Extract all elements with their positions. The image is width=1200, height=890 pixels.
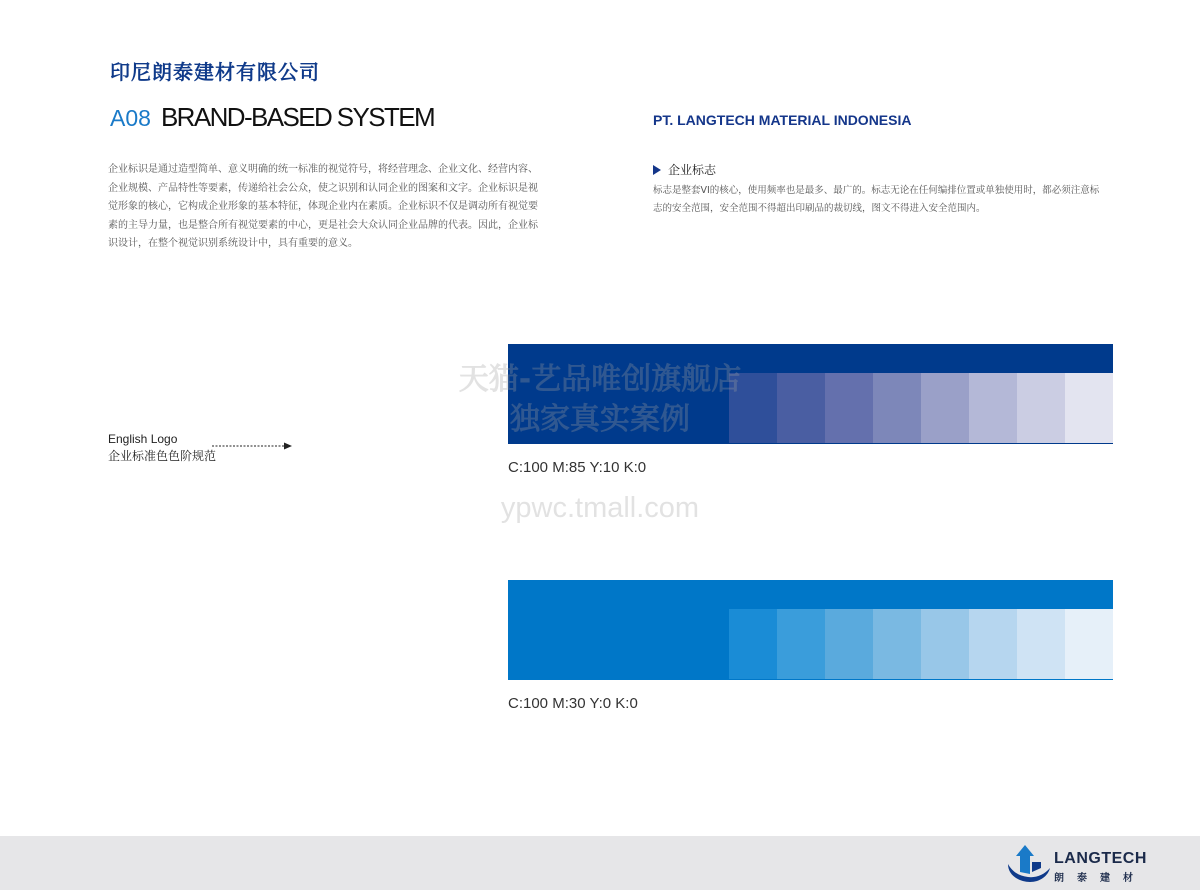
company-name-cn: 印尼朗泰建材有限公司 xyxy=(110,60,320,84)
cmyk-label: C:100 M:85 Y:10 K:0 xyxy=(508,459,647,476)
intro-paragraph: 企业标识是通过造型简单、意义明确的统一标准的视觉符号，将经营理念、企业文化、经营内容、企业规模、产品特性等要素，传递给社会公众，使之识别和认同企业的图案和文字。企业标识是视觉形象的核心，它构成企业形象的基本特征，体现企业内在素质。企业标识不仅是调动所有视觉要素的主导力量，也是整合所有视觉要素的中心，更是社会大众认同企业品牌的代表。因此，企业标识设计，在整个视觉识别系统设计中，具有重要的意义。 xyxy=(108,164,538,249)
tint-step xyxy=(1017,373,1065,443)
tint-step xyxy=(825,373,873,443)
swatch-top-band xyxy=(508,344,1113,373)
tint-step xyxy=(1065,609,1113,679)
tint-step xyxy=(777,373,825,443)
watermark-line-2: 独家真实案例 xyxy=(510,402,690,437)
section-name: BRAND-BASED SYSTEM xyxy=(160,102,435,132)
section-title xyxy=(110,102,434,133)
tint-step xyxy=(921,609,969,679)
section-code: A08 xyxy=(110,105,151,131)
logo-section-title xyxy=(653,161,716,178)
tint-step xyxy=(873,609,921,679)
swatch-top-band xyxy=(508,580,1113,609)
footer-brand-cn: 朗泰建材 xyxy=(1054,873,1146,884)
tint-step xyxy=(969,373,1017,443)
tint-step xyxy=(729,373,777,443)
side-label-en: English Logo xyxy=(108,432,178,446)
side-label-cn: 企业标准色色阶规范 xyxy=(108,449,217,463)
tint-step xyxy=(921,373,969,443)
cmyk-label: C:100 M:30 Y:0 K:0 xyxy=(508,695,638,712)
side-label xyxy=(108,431,216,465)
watermark-url: ypwc.tmall.com xyxy=(500,492,700,524)
logo-section-description: 标志是整套VI的核心，使用频率也是最多、最广的。标志无论在任何编排位置或单独使用时，都必须注意标志的安全范围，安全范围不得超出印刷品的裁切线，图文不得进入安全范围内。 xyxy=(653,185,1100,214)
tint-step xyxy=(729,609,777,679)
tint-step xyxy=(1065,373,1113,443)
company-name-en: PT. LANGTECH MATERIAL INDONESIA xyxy=(653,112,912,128)
tint-step xyxy=(681,373,729,443)
logo-section-title-text: 企业标志 xyxy=(668,163,717,177)
watermark-line-1: 天猫-艺品唯创旗舰店 xyxy=(458,362,742,397)
langtech-logo-icon xyxy=(1006,842,1052,884)
tint-step xyxy=(777,609,825,679)
tint-step xyxy=(825,609,873,679)
pointer-arrow-icon xyxy=(212,441,294,451)
triangle-bullet-icon xyxy=(653,165,661,175)
footer-brand-en: LANGTECH xyxy=(1054,850,1147,867)
tint-step xyxy=(969,609,1017,679)
tint-step xyxy=(681,609,729,679)
tint-step xyxy=(873,373,921,443)
tint-step xyxy=(1017,609,1065,679)
